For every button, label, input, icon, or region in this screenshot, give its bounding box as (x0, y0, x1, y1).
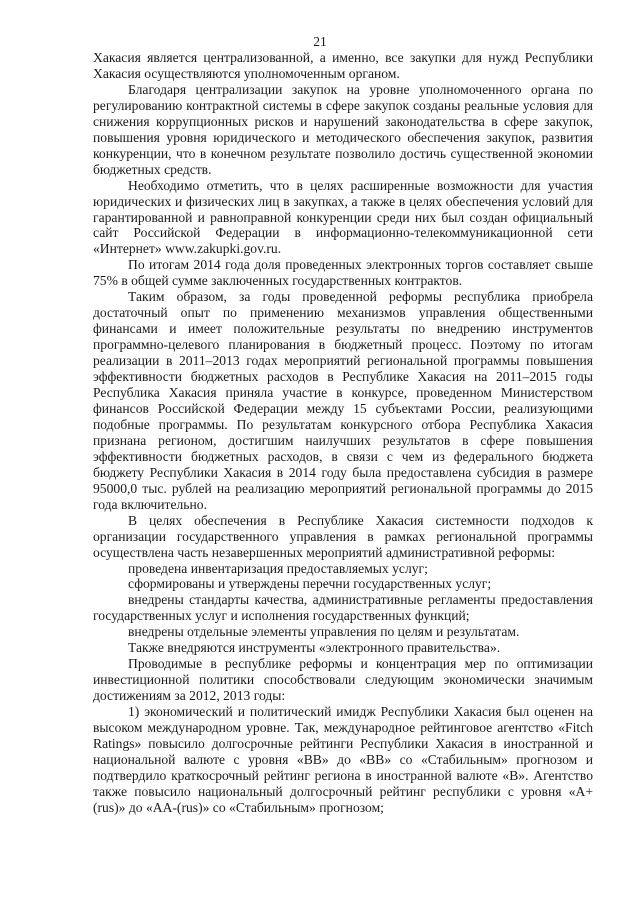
paragraph-centralization-benefits: Благодаря централизации закупок на уровне уполномоченного органа по регулированию контрактной системы в сфере закупок созданы реальные условия для снижения коррупционных рисков и нарушений законодательства в сфере закупок, повышения уровня юридического и методического обеспечения закупок, развития конкуренции, что в конечном результате позволило достичь существенной экономии бюджетных средств. (93, 81, 593, 177)
paragraph-credit-rating: 1) экономический и политический имидж Республики Хакасия был оценен на высоком международном уровне. Так, международное рейтинговое агентство «Fitch Ratings» повысило долгосрочные рейтинги Республики Хакасия в иностранной и национальной валюте с уровня «BB» до «BB» со «Стабильным» прогнозом и подтвердило краткосрочный рейтинг региона в иностранной валюте «B». Агентство также повысило национальный долгосрочный рейтинг республики с уровня «A+(rus)» до «AA-(rus)» со «Стабильным» прогнозом; (93, 704, 593, 815)
list-item-service-lists: сформированы и утверждены перечни государственных услуг; (128, 576, 492, 592)
list-item-inventory: проведена инвентаризация предоставляемых услуг; (128, 560, 428, 576)
document-body (93, 50, 593, 816)
paragraph-electronic-tenders: По итогам 2014 года доля проведенных электронных торгов составляет свыше 75% в общей сумме заключенных государственных контрактов. (93, 257, 593, 289)
paragraph-centralization-intro: Хакасия является централизованной, а именно, все закупки для нужд Республики Хакасия осуществляются уполномоченным органом. (93, 50, 593, 81)
list-item-management-by-goals: внедрены отдельные элементы управления по целям и результатам. (128, 624, 520, 640)
paragraph-reform-results: Таким образом, за годы проведенной реформы республика приобрела достаточный опыт по применению механизмов управления общественными финансами и имеет положительные результаты по внедрению инструментов программно-целевого планирования в бюджетный процесс. Поэтому по итогам реализации в 2011–2013 годах мероприятий региональной программы повышения эффективности бюджетных расходов в Республике Хакасия на 2011–2015 годы Республика Хакасия приняла участие в конкурсе, проведенном Министерством финансов Российской Федерации между 15 субъектами России, реализующими подобные программы. По результатам конкурсного отбора Республика Хакасия признана регионом, достигшим наилучших результатов в сфере повышения эффективности бюджетных расходов, в связи с чем из федерального бюджета бюджету Республики Хакасия в 2014 году была предоставлена субсидия в размере 95000,0 тыс. рублей на реализацию мероприятий региональной программы до 2015 года включительно. (93, 289, 593, 512)
paragraph-e-government: Также внедряются инструменты «электронного правительства». (128, 640, 501, 656)
list-item-standards: внедрены стандарты качества, административные регламенты предоставления государственных услуг и исполнения государственных функций; (93, 592, 593, 624)
paragraph-achievements-intro: Проводимые в республике реформы и концентрация мер по оптимизации инвестиционной политики способствовали следующим экономически значимым достижениям за 2012, 2013 годы: (93, 656, 593, 704)
paragraph-official-site: Необходимо отметить, что в целях расширенные возможности для участия юридических и физических лиц в закупках, а также в целях обеспечения условий для гарантированной и равноправной конкуренции среди них был создан официальный сайт Российской Федерации в информационно-телекоммуникационной сети «Интернет» www.zakupki.gov.ru. (93, 177, 593, 257)
paragraph-administrative-reform: В целях обеспечения в Республике Хакасия системности подходов к организации государственного управления в рамках региональной программы осуществлена часть незавершенных мероприятий административной реформы: (93, 512, 593, 560)
page-number: 21 (313, 34, 327, 49)
